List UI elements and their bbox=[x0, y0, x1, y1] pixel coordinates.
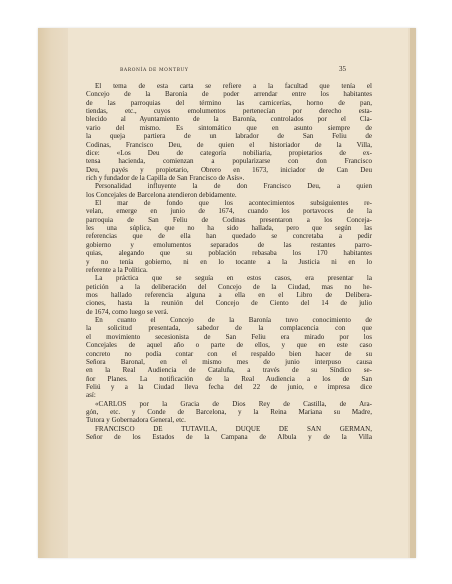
running-head: BARONÍA DE MONTBUY bbox=[120, 68, 189, 73]
text-line: rich y fundador de la Capilla de San Francisco de Asís». bbox=[86, 173, 245, 182]
text-line: Concejales de aquel año o parte de ellos, y que en este caso bbox=[86, 341, 372, 350]
text-line: les una súplica, que no ha sido hallada, pero que según las bbox=[86, 224, 372, 233]
text-line: Señor de los Estados de la Campana de Albula y de la Villa bbox=[86, 433, 372, 442]
text-line: Feliú y a la Ciudad lleva fecha del 22 de junio, e impresa dice bbox=[86, 382, 372, 391]
text-line: concreto no podía contar con el respaldo bien hacer de su bbox=[86, 349, 372, 358]
text-line: FRANCISCO DE TUTAVILA, DUQUE DE SAN GERMAN, bbox=[95, 424, 372, 433]
text-line: Codinas, Francisco Deu, de quien el historiador de la Villa, bbox=[86, 140, 372, 149]
text-line: Tutora y Gobernadora General, etc. bbox=[86, 416, 186, 425]
page-fore-edge bbox=[410, 28, 416, 558]
text-line: tensa hacienda, comienzan a popularizarse con don Francisco bbox=[86, 157, 372, 166]
text-line: el movimiento secesionista de San Feliu era mirado por los bbox=[86, 332, 372, 341]
text-line: tiendas, etc., cuyos emolumentos pertenecían por derecho esta- bbox=[86, 107, 372, 116]
text-line: parroquia de San Feliu de Codinas presentaron a los Conceja- bbox=[86, 215, 372, 224]
text-line: petición a la deliberación del Concejo de la Ciudad, mas no he- bbox=[86, 282, 372, 291]
text-line: vario del mismo. Es sintomático que en asunto siempre de bbox=[86, 123, 372, 132]
text-line: Concejo de la Baronía de poder arrendar entre los habitantes bbox=[86, 90, 372, 99]
text-line: El mar de fondo que los acontecimientos subsiguientes re- bbox=[95, 199, 372, 208]
text-line: la solicitud presentada, sabedor de la complacencia con que bbox=[86, 324, 372, 333]
text-line: la queja partiera de un labrador de San Feliu de bbox=[86, 132, 372, 141]
text-line: de las parroquias del término las carnicerías, horno de pan, bbox=[86, 98, 372, 107]
text-line: gón, etc. y Conde de Barcelona, y la Reina Mariana su Madre, bbox=[86, 408, 372, 417]
text-line: en la Real Audiencia de Cataluña, a través de su Síndico se- bbox=[86, 366, 372, 375]
page-number: 35 bbox=[339, 65, 346, 73]
text-line: Deu, payés y propietario, Obrero en 1673, iniciador de Can Deu bbox=[86, 165, 372, 174]
text-line: de 1674, como luego se verá. bbox=[86, 307, 169, 316]
text-line: referencias que de ella han quedado se concretaba a pedir bbox=[86, 232, 372, 241]
text-line: quias, alegando que su población rebasaba los 170 habitantes bbox=[86, 249, 372, 258]
text-line: En cuanto el Concejo de la Baronía tuvo conocimiento de bbox=[95, 316, 372, 325]
text-line: El tema de esta carta se refiere a la facultad que tenía el bbox=[95, 82, 372, 90]
text-line: ciones, hasta la reunión del Concejo de Ciento del 14 de julio bbox=[86, 299, 372, 308]
text-line: blecido al Ayuntamiento de la Baronía, controlados por el Cla- bbox=[86, 115, 372, 124]
text-line: referente a la Política. bbox=[86, 265, 148, 274]
text-line: La práctica que se seguía en estos casos, era presentar la bbox=[95, 274, 372, 283]
text-line: dice: «Los Deu de categoría nobiliaria, propietarios de ex- bbox=[86, 148, 372, 157]
text-line: así: bbox=[86, 391, 96, 400]
text-line: ñor Planes. La notificación de la Real Audiencia a los de San bbox=[86, 374, 372, 383]
text-line: mos hallado referencia alguna a ella en el Libro de Delibera- bbox=[86, 290, 372, 299]
text-line: y no tenía gobierno, ni en lo tocante a la Justicia ni en lo bbox=[86, 257, 372, 266]
text-line: Señora Baronal, en el mismo mes de junio interpuso causa bbox=[86, 357, 372, 366]
book-gutter bbox=[38, 28, 68, 558]
text-line: gobierno y emolumentos separados de las restantes parro- bbox=[86, 240, 372, 249]
text-line: velan, emerge en junio de 1674, cuando los portavoces de la bbox=[86, 207, 372, 216]
body-text bbox=[86, 82, 372, 441]
text-line: los Concejales de Barcelona atendieron debidamente. bbox=[86, 190, 237, 199]
text-line: «CARLOS por la Gracia de Dios Rey de Castilla, de Ara- bbox=[95, 399, 372, 408]
text-line: Personalidad influyente la de don Francisco Deu, a quien bbox=[95, 182, 372, 191]
